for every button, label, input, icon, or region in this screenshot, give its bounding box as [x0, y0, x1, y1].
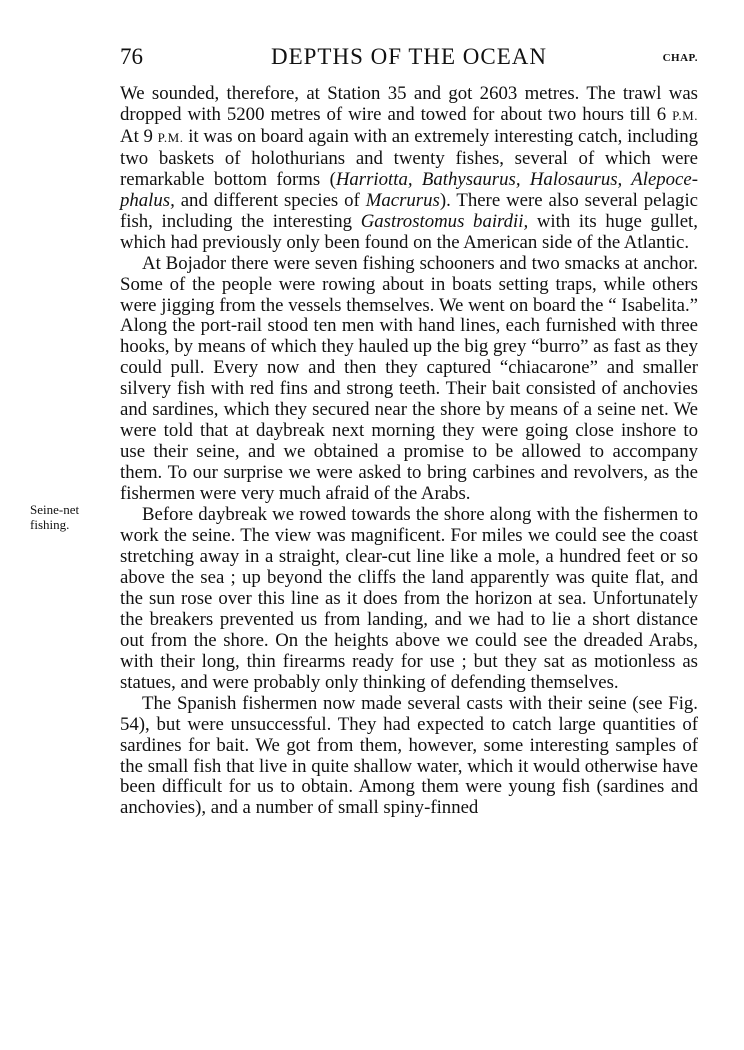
paragraph	[120, 505, 698, 694]
paragraph	[120, 254, 698, 505]
text-run: At 9	[120, 125, 158, 147]
text-run: We sounded, therefore, at Station 35 and got 2603 metres. The trawl was dropped with 5200 metres of wire and towed for about two hours till 6	[120, 83, 698, 125]
text-run: Before daybreak we rowed towards the shore along with the fishermen to work the seine. The view was magnificent. For miles we could see the coast stretching away in a straight, clear-cut line like a mole, a hundred feet or so above the sea ; up beyond the cliffs the land apparently was quite flat, and the sun rose over this line as it does from the horizon at sea. Unfortunately the breakers prevented us from landing, and we had to lie a short distance out from the shore. On the heights above we could see the dreaded Arabs, with their long, thin firearms ready for use ; but they sat as motionless as statues, and were probably only thinking of defending themselves.	[120, 504, 698, 693]
paragraph	[120, 694, 698, 820]
running-title: DEPTHS OF THE OCEAN	[270, 44, 548, 69]
text-run: it was on board again with an extremely interesting catch, including two baskets of holothurians and twenty fishes, several of which were remarkable bottom forms (	[120, 125, 699, 190]
italic-text: Gastrostomus bairdii,	[360, 210, 529, 232]
page-number: 76	[120, 44, 143, 69]
text-run: and different species of	[174, 189, 366, 211]
small-caps-text: P.M.	[157, 129, 184, 145]
italic-text: Macrurus	[365, 189, 440, 211]
italic-text: Harriotta, Bathysaurus, Halosaurus, Alepoce-phalus,	[120, 168, 698, 211]
text-run: ). There were also several pelagic fish, including the interesting	[120, 189, 698, 232]
small-caps-text: P.M.	[672, 107, 698, 123]
paragraph	[120, 84, 698, 254]
text-run: with its huge gullet, which had previously only been found on the American side of the Atlantic.	[120, 210, 698, 253]
page-header	[120, 44, 698, 72]
text-run: At Bojador there were seven fishing schooners and two smacks at anchor. Some of the people were rowing about in boats setting traps, while others were jigging from the vessels themselves. We went on board the “ Isabelita.” Along the port-rail stood ten men with hand lines, each furnished with three hooks, by means of which they hauled up the big grey “burro” as fast as they could pull. Every now and then they captured “chiacarone” and smaller silvery fish with red fins and strong teeth. Their bait consisted of anchovies and sardines, which they secured near the shore by means of a seine net. We were told that at daybreak next morning they were going close inshore to use their seine, and we obtained a promise to be allowed to accompany them. To our surprise we were asked to bring carbines and revolvers, as the fishermen were very much afraid of the Arabs.	[120, 252, 698, 505]
margin-note: Seine-net fishing.	[30, 502, 80, 532]
text-run: The Spanish fishermen now made several casts with their seine (see Fig. 54), but were unsuccessful. They had expected to catch large quantities of sardines for bait. We got from them, however, some interesting samples of the small fish that live in quite shallow water, which it would otherwise have been difficult for us to obtain. Among them were young fish (sardines and anchovies), and a number of small spiny-finned	[120, 692, 698, 819]
body-text	[120, 84, 698, 819]
chapter-label: CHAP.	[662, 52, 698, 64]
